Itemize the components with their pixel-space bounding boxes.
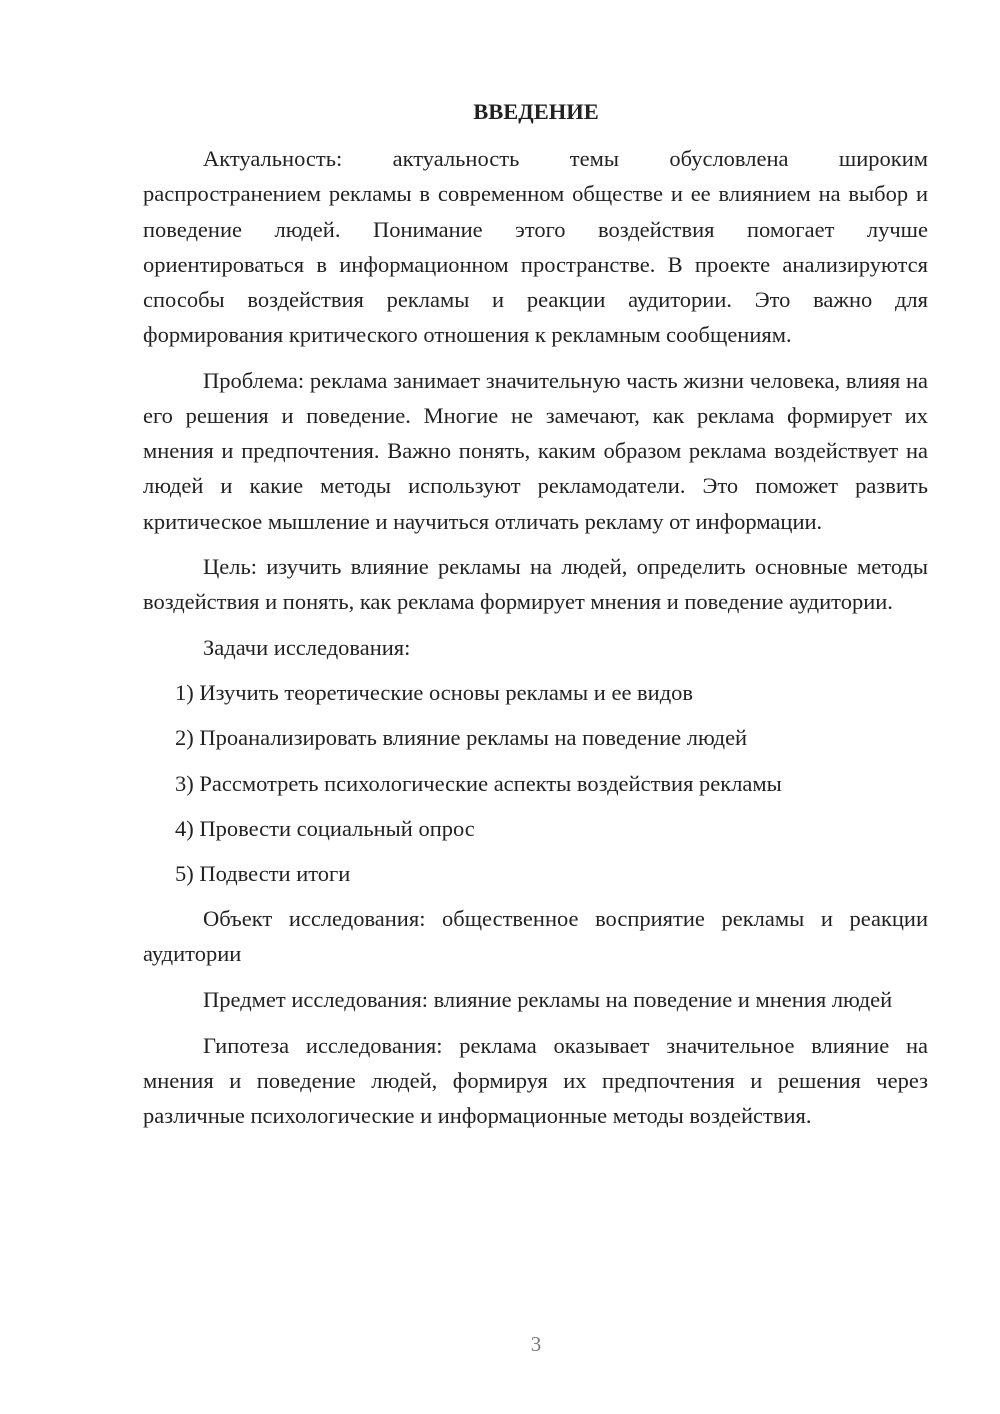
object-paragraph: Объект исследования: общественное восприятие рекламы и реакции аудитории xyxy=(143,906,928,967)
hypothesis-paragraph: Гипотеза исследования: реклама оказывает значительное влияние на мнения и поведение людей, формируя их предпочтения и решения через различные психологические и информационные методы воздействия. xyxy=(143,1032,928,1129)
document-body xyxy=(143,94,928,1144)
subject-paragraph: Предмет исследования: влияние рекламы на поведение и мнения людей xyxy=(203,987,893,1013)
task-item: 3) Рассмотреть психологические аспекты воздействия рекламы xyxy=(175,770,782,796)
tasks-list xyxy=(143,675,928,891)
task-item: 2) Проанализировать влияние рекламы на поведение людей xyxy=(175,725,748,751)
task-item: 1) Изучить теоретические основы рекламы и ее видов xyxy=(175,680,694,706)
task-item: 5) Подвести итоги xyxy=(175,861,351,887)
task-item: 4) Провести социальный опрос xyxy=(175,815,475,841)
relevance-paragraph: Актуальность: актуальность темы обусловлена широким распространением рекламы в современном обществе и ее влиянием на выбор и поведение людей. Понимание этого воздействия помогает лучше ориентироваться в информационном пространстве. В проекте анализируются способы воздействия рекламы и реакции аудитории. Это важно для формирования критического отношения к рекламным сообщениям. xyxy=(143,146,928,348)
goal-paragraph: Цель: изучить влияние рекламы на людей, определить основные методы воздействия и понять, как реклама формирует мнения и поведение аудитории. xyxy=(143,554,928,615)
tasks-title: Задачи исследования: xyxy=(203,635,411,661)
problem-paragraph: Проблема: реклама занимает значительную часть жизни человека, влияя на его решения и поведение. Многие не замечают, как реклама формирует их мнения и предпочтения. Важно понять, каким образом реклама воздействует на людей и какие методы используют рекламодатели. Это поможет развить критическое мышление и научиться отличать рекламу от информации. xyxy=(143,367,928,534)
section-heading: ВВЕДЕНИЕ xyxy=(473,99,599,124)
page-number: 3 xyxy=(530,1332,542,1356)
